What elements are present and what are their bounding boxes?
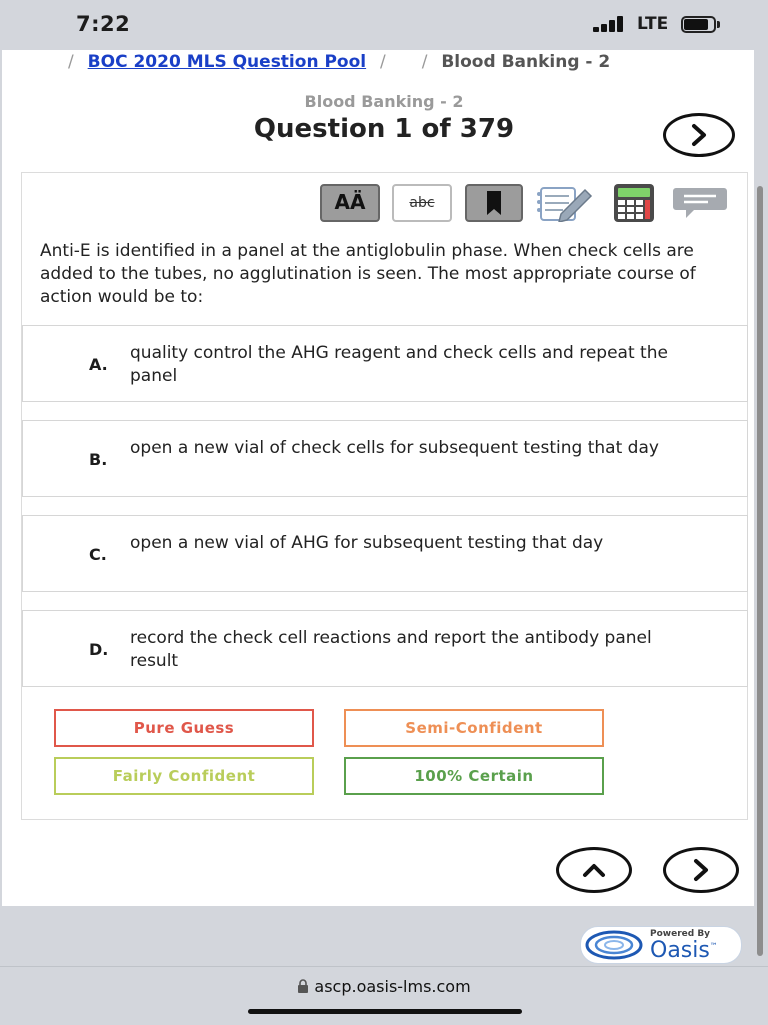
option-letter: B. bbox=[89, 450, 108, 469]
font-size-button[interactable]: AÄ bbox=[320, 184, 380, 222]
answer-option-c[interactable] bbox=[22, 515, 748, 592]
answer-option-b[interactable] bbox=[22, 420, 748, 497]
option-letter: D. bbox=[89, 640, 109, 659]
status-bar bbox=[0, 0, 768, 50]
oasis-wordmark: Oasis™ bbox=[650, 938, 718, 963]
confidence-pure-guess-button[interactable]: Pure Guess bbox=[54, 709, 314, 747]
scrollbar[interactable] bbox=[757, 186, 763, 956]
calculator-icon bbox=[610, 184, 658, 222]
bookmark-button[interactable] bbox=[465, 184, 523, 222]
option-text: open a new vial of check cells for subsequent testing that day bbox=[130, 438, 659, 458]
question-stem: Anti-E is identified in a panel at the antiglobulin phase. When check cells are added to the tubes, no agglutination is seen. The most appropriate course of action would be to: bbox=[40, 241, 696, 307]
confidence-fairly-confident-button[interactable]: Fairly Confident bbox=[54, 757, 314, 795]
option-letter: A. bbox=[89, 355, 108, 374]
breadcrumb-current: Blood Banking - 2 bbox=[441, 52, 611, 72]
feedback-button[interactable] bbox=[672, 184, 728, 222]
next-question-button[interactable] bbox=[663, 113, 735, 157]
confidence-semi-confident-button[interactable]: Semi-Confident bbox=[344, 709, 604, 747]
notepad-pencil-icon bbox=[533, 184, 595, 222]
status-time: 7:22 bbox=[76, 12, 131, 36]
option-text: open a new vial of AHG for subsequent testing that day bbox=[130, 533, 604, 553]
calculator-button[interactable] bbox=[610, 184, 658, 222]
comment-icon bbox=[672, 184, 728, 222]
network-label: LTE bbox=[637, 14, 669, 34]
chevron-up-icon bbox=[581, 860, 607, 880]
scroll-up-button[interactable] bbox=[556, 847, 632, 893]
answer-option-d[interactable] bbox=[22, 610, 748, 687]
answer-option-a[interactable] bbox=[22, 325, 748, 402]
home-indicator[interactable] bbox=[248, 1009, 522, 1014]
strikethrough-button[interactable] bbox=[392, 184, 452, 222]
next-question-bottom-button[interactable] bbox=[663, 847, 739, 893]
page-title: Question 1 of 379 bbox=[253, 114, 515, 144]
breadcrumb-separator: / bbox=[68, 52, 74, 72]
breadcrumb bbox=[60, 52, 610, 76]
signal-icon bbox=[593, 16, 629, 32]
oasis-logo-icon bbox=[584, 929, 648, 961]
chevron-right-icon bbox=[688, 123, 710, 147]
chevron-right-icon bbox=[690, 858, 712, 882]
strikethrough-label: abc bbox=[409, 195, 435, 211]
powered-by-oasis-badge bbox=[580, 926, 742, 964]
option-text: record the check cell reactions and report the antibody panel result bbox=[130, 628, 652, 671]
powered-by-text: Powered By bbox=[650, 929, 711, 939]
url-text: ascp.oasis-lms.com bbox=[314, 977, 471, 996]
url-display[interactable] bbox=[0, 977, 768, 996]
section-title: Blood Banking - 2 bbox=[304, 92, 464, 111]
bookmark-icon bbox=[467, 186, 521, 220]
battery-icon bbox=[681, 16, 721, 33]
lock-icon bbox=[297, 979, 309, 993]
confidence-certain-button[interactable]: 100% Certain bbox=[344, 757, 604, 795]
breadcrumb-link-question-pool[interactable]: BOC 2020 MLS Question Pool bbox=[87, 52, 367, 72]
breadcrumb-separator: / bbox=[421, 52, 428, 72]
option-text: quality control the AHG reagent and check cells and repeat the panel bbox=[130, 343, 668, 386]
breadcrumb-separator: / bbox=[380, 52, 386, 72]
option-letter: C. bbox=[89, 545, 107, 564]
notes-button[interactable] bbox=[533, 184, 595, 222]
